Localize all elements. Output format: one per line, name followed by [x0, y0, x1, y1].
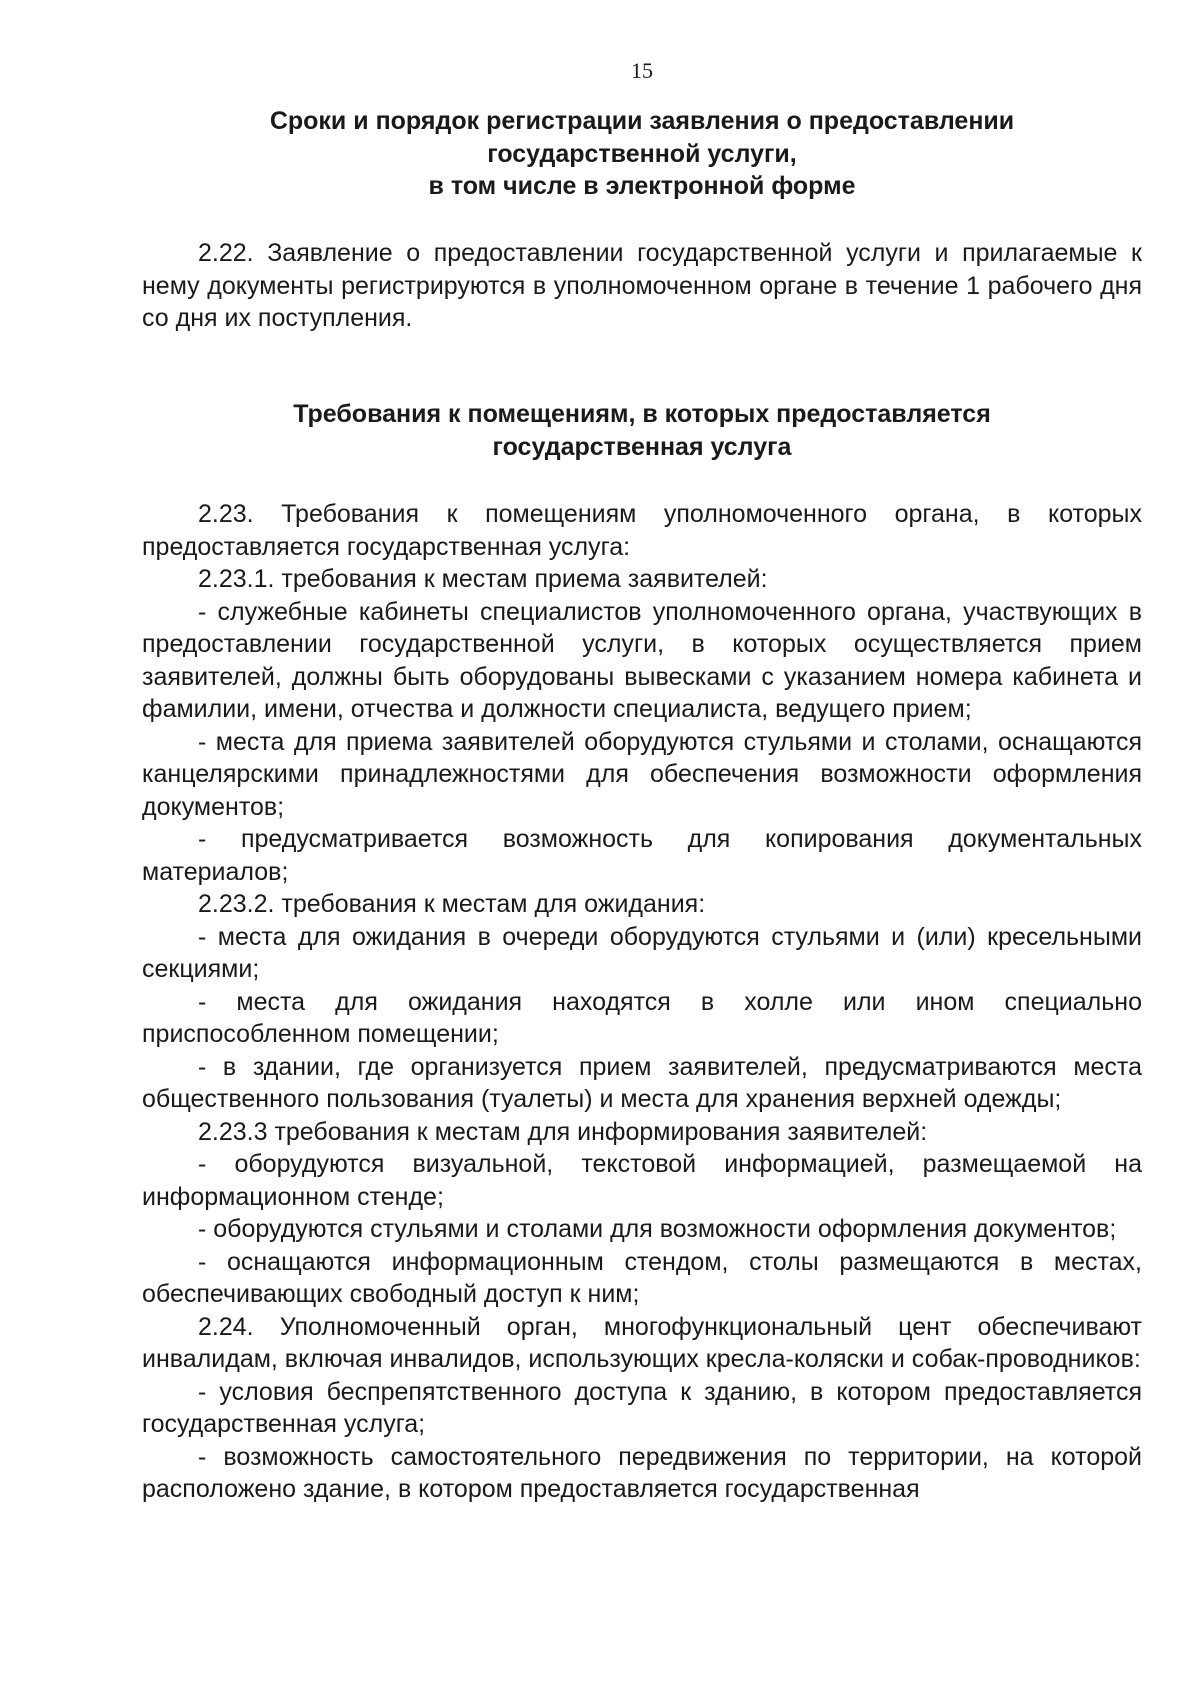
list-item: - оборудуются стульями и столами для возможности оформления документов;	[198, 1215, 1117, 1243]
paragraph: 2.22. Заявление о предоставлении государственной услуги и прилагаемые к нему документы регистрируются в уполномоченном органе в течение 1 рабочего дня со дня их поступления.	[142, 239, 1142, 332]
paragraph: 2.24. Уполномоченный орган, многофункциональный цент обеспечивают инвалидам, включая инвалидов, использующих кресла-коляски и собак-проводников:	[142, 1312, 1142, 1373]
list-item: - места для ожидания в очереди оборудуются стульями и (или) кресельными секциями;	[142, 922, 1142, 983]
list-item: - оборудуются визуальной, текстовой информацией, размещаемой на информационном стенде;	[142, 1150, 1142, 1211]
list-item: - служебные кабинеты специалистов уполномоченного органа, участвующих в предоставлении государственной услуги, в которых осуществляется прием заявителей, должны быть оборудованы вывесками с указанием номера кабинета и фамилии, имени, отчества и должности специалиста, ведущего прием;	[142, 597, 1142, 723]
heading-line: в том числе в электронной форме	[428, 172, 856, 200]
paragraph: 2.23.3 требования к местам для информирования заявителей:	[198, 1117, 928, 1146]
paragraph: 2.23.1. требования к местам приема заявителей:	[198, 565, 768, 593]
section-heading-registration	[142, 105, 1142, 203]
heading-line: Сроки и порядок регистрации заявления о предоставлении	[269, 107, 1015, 135]
page-number: 15	[631, 58, 653, 83]
heading-line: Требования к помещениям, в которых предоставляется	[293, 400, 991, 428]
section-body-registration	[142, 237, 1142, 335]
list-item: - оснащаются информационным стендом, столы размещаются в местах, обеспечивающих свободный доступ к ним;	[142, 1247, 1142, 1308]
list-item: - предусматривается возможность для копирования документальных материалов;	[142, 825, 1142, 886]
section-body-premises	[142, 498, 1142, 1506]
heading-line: государственная услуга	[492, 432, 792, 461]
list-item: - возможность самостоятельного передвижения по территории, на которой расположено здание, в котором предоставляется государственная	[142, 1442, 1142, 1503]
paragraph: 2.23. Требования к помещениям уполномоченного органа, в которых предоставляется государственная услуга:	[142, 500, 1142, 561]
paragraph: 2.23.2. требования к местам для ожидания:	[198, 890, 706, 918]
list-item: - условия беспрепятственного доступа к зданию, в котором предоставляется государственная услуга;	[142, 1377, 1142, 1438]
list-item: - места для приема заявителей оборудуются стульями и столами, оснащаются канцелярскими принадлежностями для обеспечения возможности оформления документов;	[142, 727, 1142, 821]
heading-line: государственной услуги,	[487, 139, 797, 168]
list-item: - места для ожидания находятся в холле или ином специально приспособленном помещении;	[142, 987, 1142, 1048]
section-heading-premises	[142, 398, 1142, 463]
list-item: - в здании, где организуется прием заявителей, предусматриваются места общественного пользования (туалеты) и места для хранения верхней одежды;	[142, 1052, 1142, 1113]
